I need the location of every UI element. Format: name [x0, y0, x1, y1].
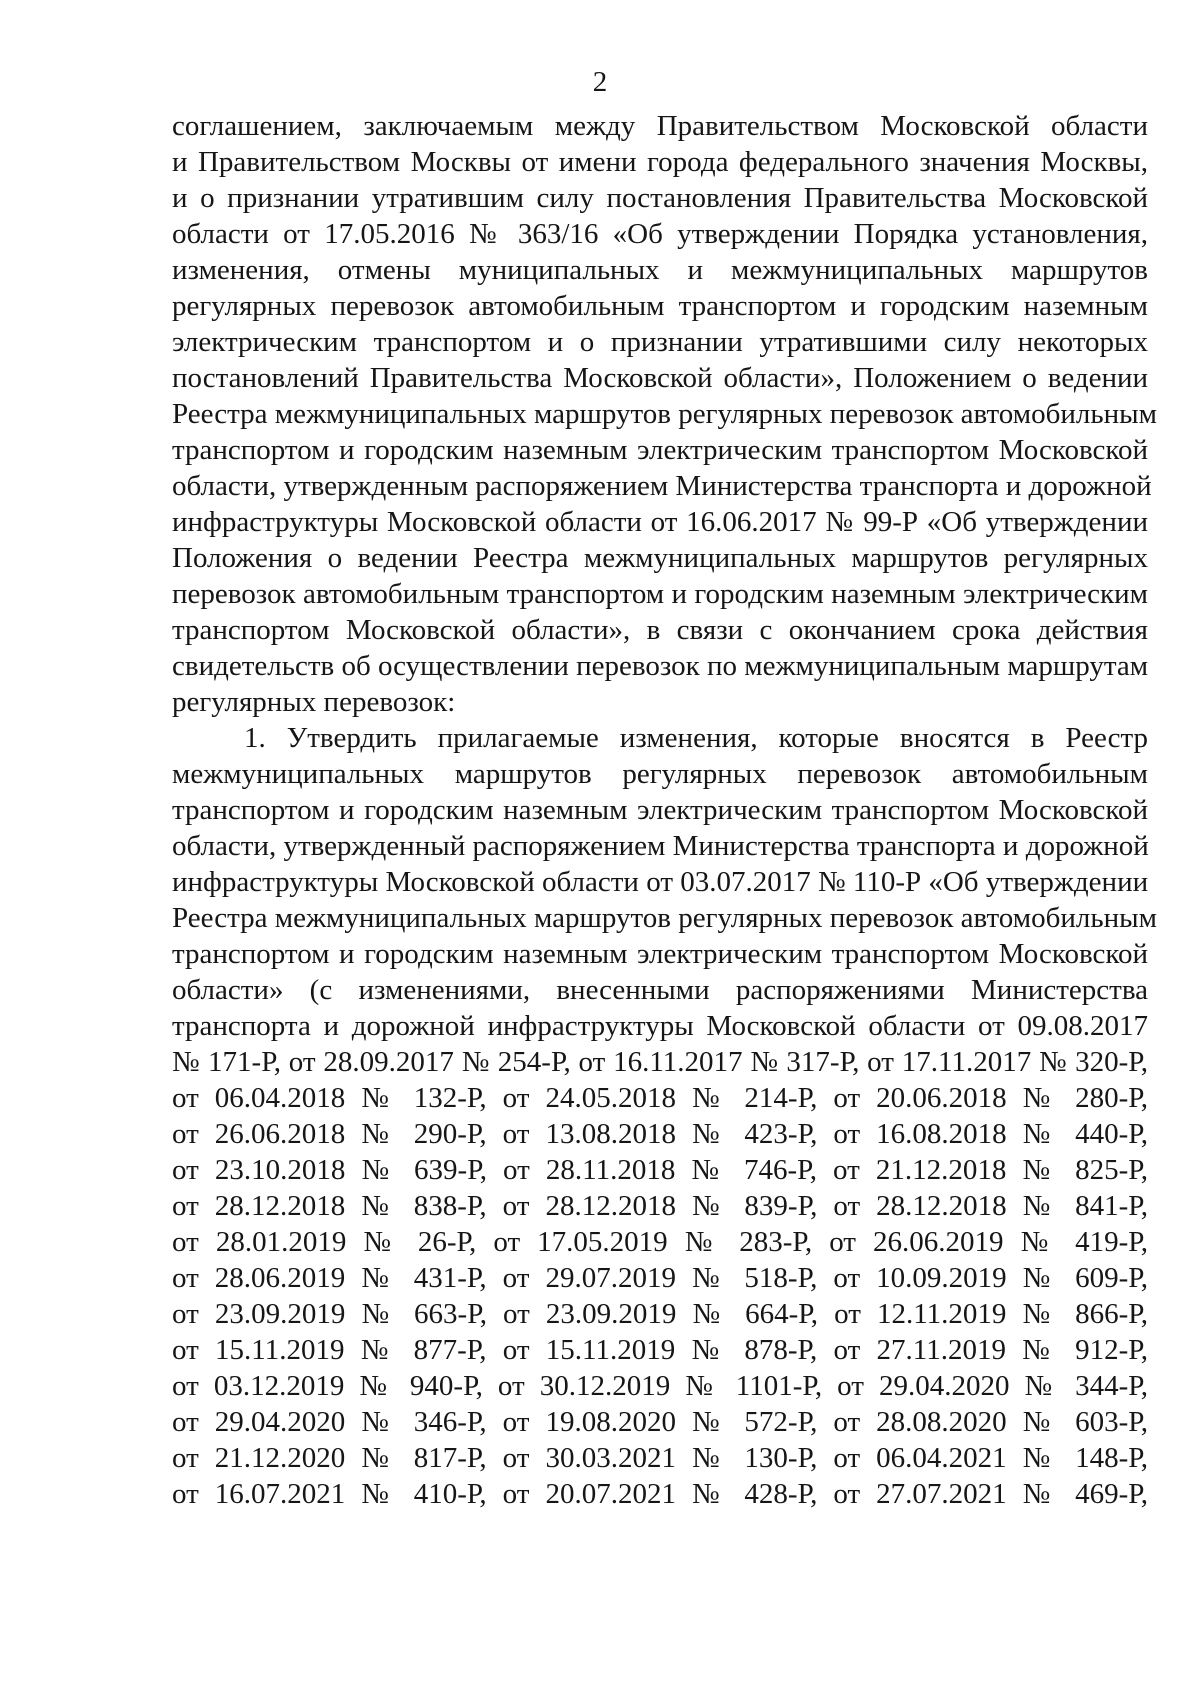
text-line: регулярных перевозок автомобильным транспортом и городским наземным	[172, 290, 1148, 322]
page-number: 2	[592, 66, 608, 98]
document-body	[172, 108, 1157, 1512]
text-line: регулярных перевозок:	[172, 686, 456, 718]
text-line: транспорта и дорожной инфраструктуры Московской области от 09.08.2017	[172, 1010, 1148, 1042]
text-line: области, утвержденным распоряжением Министерства транспорта и дорожной	[172, 470, 1152, 502]
text-line: инфраструктуры Московской области от 16.06.2017 № 99-Р «Об утверждении	[172, 506, 1148, 538]
text-line: транспортом Московской области», в связи с окончанием срока действия	[172, 614, 1148, 646]
text-line: от 23.09.2019 № 663-Р, от 23.09.2019 № 664-Р, от 12.11.2019 № 866-Р,	[172, 1298, 1148, 1330]
text-line: от 06.04.2018 № 132-Р, от 24.05.2018 № 214-Р, от 20.06.2018 № 280-Р,	[172, 1082, 1148, 1114]
text-line: № 171-Р, от 28.09.2017 № 254-Р, от 16.11.2017 № 317-Р, от 17.11.2017 № 320-Р,	[172, 1046, 1148, 1078]
text-line: транспортом и городским наземным электрическим транспортом Московской	[172, 794, 1148, 826]
text-line: от 15.11.2019 № 877-Р, от 15.11.2019 № 878-Р, от 27.11.2019 № 912-Р,	[172, 1334, 1148, 1366]
text-line: транспортом и городским наземным электрическим транспортом Московской	[172, 434, 1148, 466]
text-line: от 28.06.2019 № 431-Р, от 29.07.2019 № 518-Р, от 10.09.2019 № 609-Р,	[172, 1262, 1148, 1294]
text-line: области от 17.05.2016 № 363/16 «Об утверждении Порядка установления,	[172, 218, 1148, 250]
text-line: Реестра межмуниципальных маршрутов регулярных перевозок автомобильным	[172, 902, 1157, 934]
text-line: от 16.07.2021 № 410-Р, от 20.07.2021 № 428-Р, от 27.07.2021 № 469-Р,	[172, 1478, 1148, 1510]
text-line: от 29.04.2020 № 346-Р, от 19.08.2020 № 572-Р, от 28.08.2020 № 603-Р,	[172, 1406, 1148, 1438]
text-line: транспортом и городским наземным электрическим транспортом Московской	[172, 938, 1148, 970]
text-line: межмуниципальных маршрутов регулярных перевозок автомобильным	[172, 758, 1148, 790]
text-line: и Правительством Москвы от имени города федерального значения Москвы,	[172, 146, 1148, 178]
text-line: области, утвержденный распоряжением Министерства транспорта и дорожной	[172, 830, 1149, 862]
text-line: Реестра межмуниципальных маршрутов регулярных перевозок автомобильным	[172, 398, 1157, 430]
paragraph	[172, 108, 1157, 720]
text-line: изменения, отмены муниципальных и межмуниципальных маршрутов	[172, 254, 1148, 286]
text-line: от 28.12.2018 № 838-Р, от 28.12.2018 № 839-Р, от 28.12.2018 № 841-Р,	[172, 1190, 1148, 1222]
text-line: электрическим транспортом и о признании утратившими силу некоторых	[172, 326, 1148, 358]
text-line: области» (с изменениями, внесенными распоряжениями Министерства	[172, 974, 1148, 1006]
text-line: от 28.01.2019 № 26-Р, от 17.05.2019 № 283-Р, от 26.06.2019 № 419-Р,	[172, 1226, 1148, 1258]
text-line: 1. Утвердить прилагаемые изменения, которые вносятся в Реестр	[244, 722, 1148, 754]
text-line: свидетельств об осуществлении перевозок по межмуниципальным маршрутам	[172, 650, 1149, 682]
text-line: от 03.12.2019 № 940-Р, от 30.12.2019 № 1101-Р, от 29.04.2020 № 344-Р,	[172, 1370, 1148, 1402]
text-line: инфраструктуры Московской области от 03.07.2017 № 110-Р «Об утверждении	[172, 866, 1149, 898]
text-line: постановлений Правительства Московской области», Положением о ведении	[172, 362, 1148, 394]
paragraph	[172, 720, 1157, 1512]
text-line: перевозок автомобильным транспортом и городским наземным электрическим	[172, 578, 1148, 610]
text-line: от 21.12.2020 № 817-Р, от 30.03.2021 № 130-Р, от 06.04.2021 № 148-Р,	[172, 1442, 1148, 1474]
text-line: Положения о ведении Реестра межмуниципальных маршрутов регулярных	[172, 542, 1148, 574]
text-line: и о признании утратившим силу постановления Правительства Московской	[172, 182, 1148, 214]
text-line: соглашением, заключаемым между Правительством Московской области	[172, 110, 1148, 142]
text-line: от 26.06.2018 № 290-Р, от 13.08.2018 № 423-Р, от 16.08.2018 № 440-Р,	[172, 1118, 1148, 1150]
text-line: от 23.10.2018 № 639-Р, от 28.11.2018 № 746-Р, от 21.12.2018 № 825-Р,	[172, 1154, 1148, 1186]
